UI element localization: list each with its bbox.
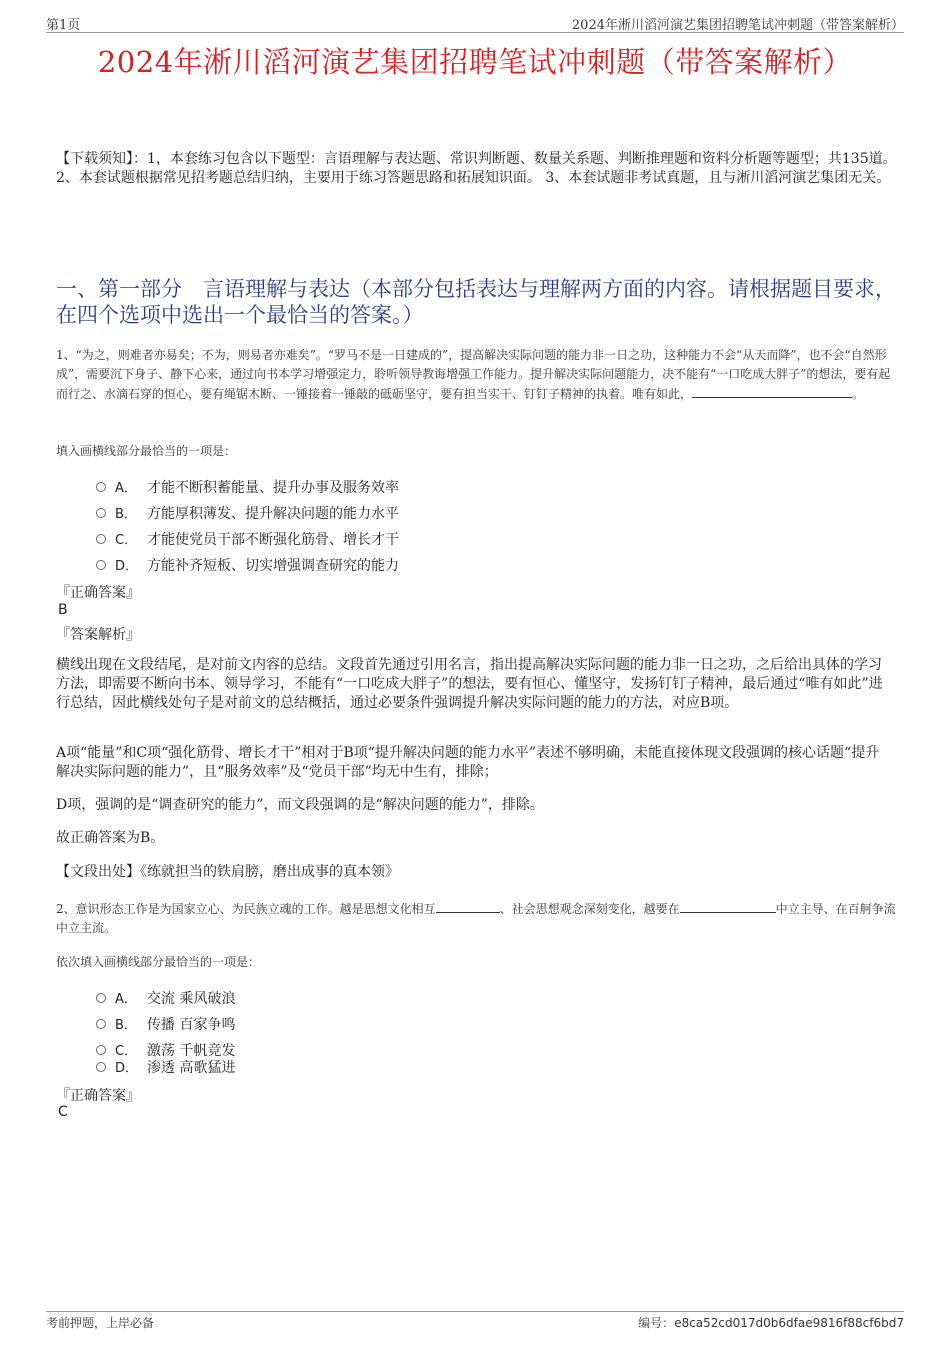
radio-icon[interactable] <box>96 508 106 518</box>
question-2-part-a: 2、意识形态工作是为国家立心、为民族立魂的工作。越是思想文化相互 <box>56 902 436 916</box>
question-2-option-a[interactable] <box>96 988 235 1008</box>
option-letter: B． <box>115 507 137 522</box>
question-1-option-a[interactable] <box>96 477 399 497</box>
option-letter: B． <box>115 1018 137 1033</box>
download-notice: 【下载须知】：1，本套练习包含以下题型：言语理解与表达题、常识判断题、数量关系题、判断推理题和资料分析题等题型；共135道。 2、本套试题根据常见招考题总结归纳，主要用于练习答题思路和拓展知识面。 3、本套试题非考试真题，且与淅川滔河演艺集团无关。 <box>56 151 897 186</box>
radio-icon[interactable] <box>96 482 106 492</box>
question-2-answer-label: 『正确答案』 <box>56 1088 140 1104</box>
question-1-answer-label: 『正确答案』 <box>56 585 140 601</box>
question-1-analysis-para-3: D项，强调的是“调查研究的能力”，而文段强调的是“解决问题的能力”，排除。 <box>56 797 544 813</box>
question-2-answer: C <box>58 1104 68 1120</box>
footer-code-label: 编号： <box>638 1316 675 1330</box>
option-text: 才能使党员干部不断强化筋骨、增长才干 <box>147 532 399 548</box>
option-letter: C． <box>115 533 138 548</box>
question-1-answer: B <box>58 602 68 618</box>
question-1-analysis-label: 『答案解析』 <box>56 627 140 643</box>
question-2-blank-1 <box>436 899 500 913</box>
question-2-option-d[interactable] <box>96 1057 235 1077</box>
option-text: 方能补齐短板、切实增强调查研究的能力 <box>147 558 399 574</box>
question-1-analysis-para-1: 横线出现在文段结尾，是对前文内容的总结。文段首先通过引用名言，指出提高解决实际问题的能力非一日之功，之后给出具体的学习方法，即需要不断向书本、领导学习，不能有“一口吃成大胖子”的想法，要有恒心、懂坚守，发扬钉钉子精神，最后通过“唯有如此”进行总结，因此横线处句子是对前文的总结概括，通过必要条件强调提升解决实际问题的能力的方法，对应B项。 <box>56 657 883 711</box>
option-letter: D． <box>115 559 139 574</box>
question-1-prompt: 填入画横线部分最恰当的一项是： <box>56 444 237 458</box>
option-letter: C． <box>115 1044 138 1059</box>
radio-icon[interactable] <box>96 560 106 570</box>
option-letter: A． <box>115 992 137 1007</box>
header-divider <box>46 32 904 33</box>
question-1-blank <box>692 384 852 398</box>
option-letter: D． <box>115 1061 139 1076</box>
footer-divider <box>46 1311 904 1312</box>
footer-code <box>638 1314 904 1331</box>
question-2-blank-2 <box>680 899 776 913</box>
option-text: 渗透 高歌猛进 <box>147 1060 236 1076</box>
header-doc-title: 2024年淅川滔河演艺集团招聘笔试冲刺题（带答案解析） <box>571 18 904 33</box>
question-1-analysis-para-2: A项“能量”和C项“强化筋骨、增长才干”相对于B项“提升解决问题的能力水平”表述不够明确，未能直接体现文段强调的核心话题“提升解决实际问题的能力”，且“服务效率”及“党员干部”均无中生有，排除； <box>56 745 880 780</box>
question-1-analysis-para-4: 故正确答案为B。 <box>56 830 165 846</box>
question-1-body: 1、“为之，则难者亦易矣；不为，则易者亦难矣”。“罗马不是一日建成的”，提高解决实际问题的能力非一日之功，这种能力不会“从天而降”，也不会“自然形成”，需要沉下身子、静下心来，通过向书本学习增强定力，聆听领导教诲增强工作能力。提升解决实际问题能力，决不能有“一口吃成大胖子”的想法，要有起而行之、水滴石穿的恒心，要有绳锯木断、一锤接着一锤敲的砥砺坚守，要有担当实干、钉钉子精神的执着。唯有如此， <box>56 348 891 401</box>
question-1-source: 【文段出处】《练就担当的铁肩膀，磨出成事的真本领》 <box>56 864 399 880</box>
radio-icon[interactable] <box>96 993 106 1003</box>
question-1-option-c[interactable] <box>96 529 399 549</box>
question-1-option-d[interactable] <box>96 555 399 575</box>
question-2-text <box>56 899 896 938</box>
option-text: 才能不断积蓄能量、提升办事及服务效率 <box>147 480 399 496</box>
question-1-end: 。 <box>852 387 865 401</box>
option-text: 方能厚积薄发、提升解决问题的能力水平 <box>147 506 399 522</box>
page-title: 2024年淅川滔河演艺集团招聘笔试冲刺题（带答案解析） <box>97 45 853 79</box>
option-letter: A． <box>115 481 137 496</box>
footer-slogan: 考前押题，上岸必备 <box>46 1316 155 1330</box>
question-2-part-c: 中立主导、在百舸争流中立主流。 <box>56 902 896 935</box>
radio-icon[interactable] <box>96 1019 106 1029</box>
question-1-option-b[interactable] <box>96 503 399 523</box>
radio-icon[interactable] <box>96 1062 106 1072</box>
question-2-part-b: 、社会思想观念深刻变化，越要在 <box>499 902 680 916</box>
radio-icon[interactable] <box>96 534 106 544</box>
option-text: 交流 乘风破浪 <box>147 991 236 1007</box>
question-1-text <box>56 346 896 404</box>
question-2-option-b[interactable] <box>96 1014 235 1034</box>
radio-icon[interactable] <box>96 1045 106 1055</box>
option-text: 激荡 千帆竞发 <box>147 1043 236 1059</box>
section-heading: 一、第一部分 言语理解与表达（本部分包括表达与理解两方面的内容。请根据题目要求，在四个选项中选出一个最恰当的答案。） <box>56 277 896 327</box>
question-2-prompt: 依次填入画横线部分最恰当的一项是： <box>56 955 261 969</box>
option-text: 传播 百家争鸣 <box>147 1017 236 1033</box>
header-page-number: 第1页 <box>46 18 81 33</box>
footer-code-value: e8ca52cd017d0b6dfae9816f88cf6bd7 <box>674 1316 904 1330</box>
